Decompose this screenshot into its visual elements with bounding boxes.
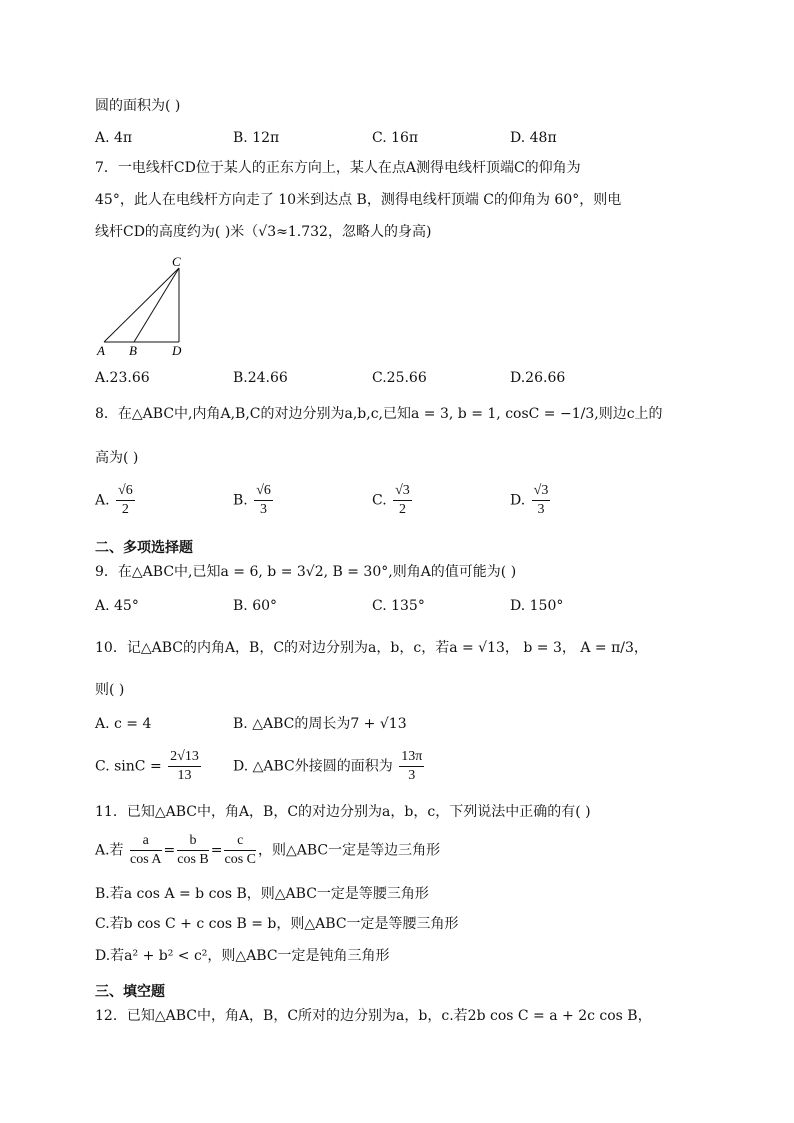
denominator: cos B [177, 852, 209, 867]
numerator: a [130, 832, 162, 851]
q9-option-b: B. 60° [233, 598, 278, 614]
q7-option-d: D.26.66 [510, 370, 566, 386]
option-prefix: A.若 [95, 842, 124, 859]
q11-option-b: B.若a cos A = b cos B，则△ABC一定是等腰三角形 [95, 886, 429, 902]
q8-option-b [233, 482, 275, 519]
q8-line2: 高为( ) [95, 450, 139, 466]
q7-line1: 7．一电线杆CD位于某人的正东方向上，某人在点A测得电线杆顶端C的仰角为 [95, 160, 581, 176]
fraction [393, 482, 412, 519]
q7-option-b: B.24.66 [233, 370, 288, 386]
numerator: √6 [254, 482, 273, 501]
q8-option-c [372, 482, 414, 519]
option-prefix: B. [233, 492, 248, 509]
q8-option-d [510, 482, 552, 519]
numerator: c [224, 832, 256, 851]
option-suffix: ，则△ABC一定是等边三角形 [257, 842, 441, 859]
numerator: 2√13 [168, 748, 201, 767]
q8-option-a [95, 482, 137, 519]
numerator: b [177, 832, 209, 851]
fraction [116, 482, 135, 519]
q11-option-d: D.若a² + b² < c²，则△ABC一定是钝角三角形 [95, 948, 390, 964]
label-d: D [172, 343, 182, 358]
q7-line3: 线杆CD的高度约为( )米（√3≈1.732，忽略人的身高) [95, 224, 432, 240]
denominator: cos C [224, 852, 256, 867]
q6-tail: 圆的面积为( ) [95, 98, 181, 114]
q7-figure [96, 254, 196, 360]
option-prefix: D. [510, 492, 526, 509]
section3-title: 三、填空题 [95, 984, 165, 1000]
numerator: √3 [393, 482, 412, 501]
fraction [130, 832, 162, 869]
q10-option-c [95, 748, 203, 785]
fraction [168, 748, 201, 785]
fraction [224, 832, 256, 869]
q12-line1: 12．已知△ABC中，角A，B，C所对的边分别为a，b，c.若2b cos C = a + 2c cos B， [95, 1008, 652, 1024]
q8-line1: 8．在△ABC中,内角A,B,C的对边分别为a,b,c,已知a = 3, b = 1, cosC = −1/3,则边c上的 [95, 406, 663, 422]
fraction [254, 482, 273, 519]
section2-title: 二、多项选择题 [95, 540, 193, 556]
fraction [532, 482, 551, 519]
numerator: √6 [116, 482, 135, 501]
denominator: 3 [537, 502, 545, 517]
denominator: 13 [177, 768, 192, 783]
denominator: 2 [121, 502, 129, 517]
q11-option-c: C.若b cos C + c cos B = b，则△ABC一定是等腰三角形 [95, 916, 459, 932]
q11-line1: 11．已知△ABC中，角A，B，C的对边分别为a，b，c，下列说法中正确的有( ) [95, 804, 591, 820]
q7-line2: 45°，此人在电线杆方向走了 10米到达点 B，测得电线杆顶端 C的仰角为 60°，则电 [95, 192, 622, 208]
q6-option-c: C. 16π [372, 130, 419, 146]
q9-option-a: A. 45° [95, 598, 139, 614]
numerator: 13π [399, 748, 424, 767]
q7-option-a: A.23.66 [95, 370, 150, 386]
q10-option-d [233, 748, 426, 785]
option-prefix: C. sinC = [95, 758, 162, 775]
option-prefix: C. [372, 492, 387, 509]
denominator: 3 [260, 502, 268, 517]
q11-option-a: A.若 $\frac{a}{\text{cos A}}$ = $\frac{b}{\text{cos B}}$ = $\frac{c}{\text{cos C}}$ ，则△ABC一定是等边三角形 [95, 833, 441, 867]
q6-option-d: D. 48π [510, 130, 557, 146]
q10-option-b: B. △ABC的周长为7 + √13 [233, 716, 407, 732]
q10-line2: 则( ) [95, 682, 125, 698]
denominator: cos A [130, 852, 162, 867]
label-a: A [97, 343, 105, 358]
q6-option-b: B. 12π [233, 130, 280, 146]
q6-option-a: A. 4π [95, 130, 133, 146]
sight-line-a [104, 268, 179, 342]
denominator: 3 [408, 768, 416, 783]
fraction [177, 832, 209, 869]
denominator: 2 [398, 502, 406, 517]
sight-line-b [134, 268, 179, 342]
label-c: C [172, 254, 181, 269]
numerator: √3 [532, 482, 551, 501]
q9-line1: 9．在△ABC中,已知a = 6, b = 3√2, B = 30°,则角A的值可能为( ) [95, 564, 517, 580]
fraction [399, 748, 424, 785]
q10-option-a: A. c = 4 [95, 716, 152, 732]
q7-option-c: C.25.66 [372, 370, 427, 386]
q9-option-d: D. 150° [510, 598, 564, 614]
option-prefix: A. [95, 492, 110, 509]
label-b: B [129, 343, 137, 358]
q10-line1: 10．记△ABC的内角A，B，C的对边分别为a，b，c，若a = √13， b = 3， A = π/3， [95, 640, 648, 656]
q9-option-c: C. 135° [372, 598, 425, 614]
option-prefix: D. △ABC外接圆的面积为 [233, 758, 393, 775]
